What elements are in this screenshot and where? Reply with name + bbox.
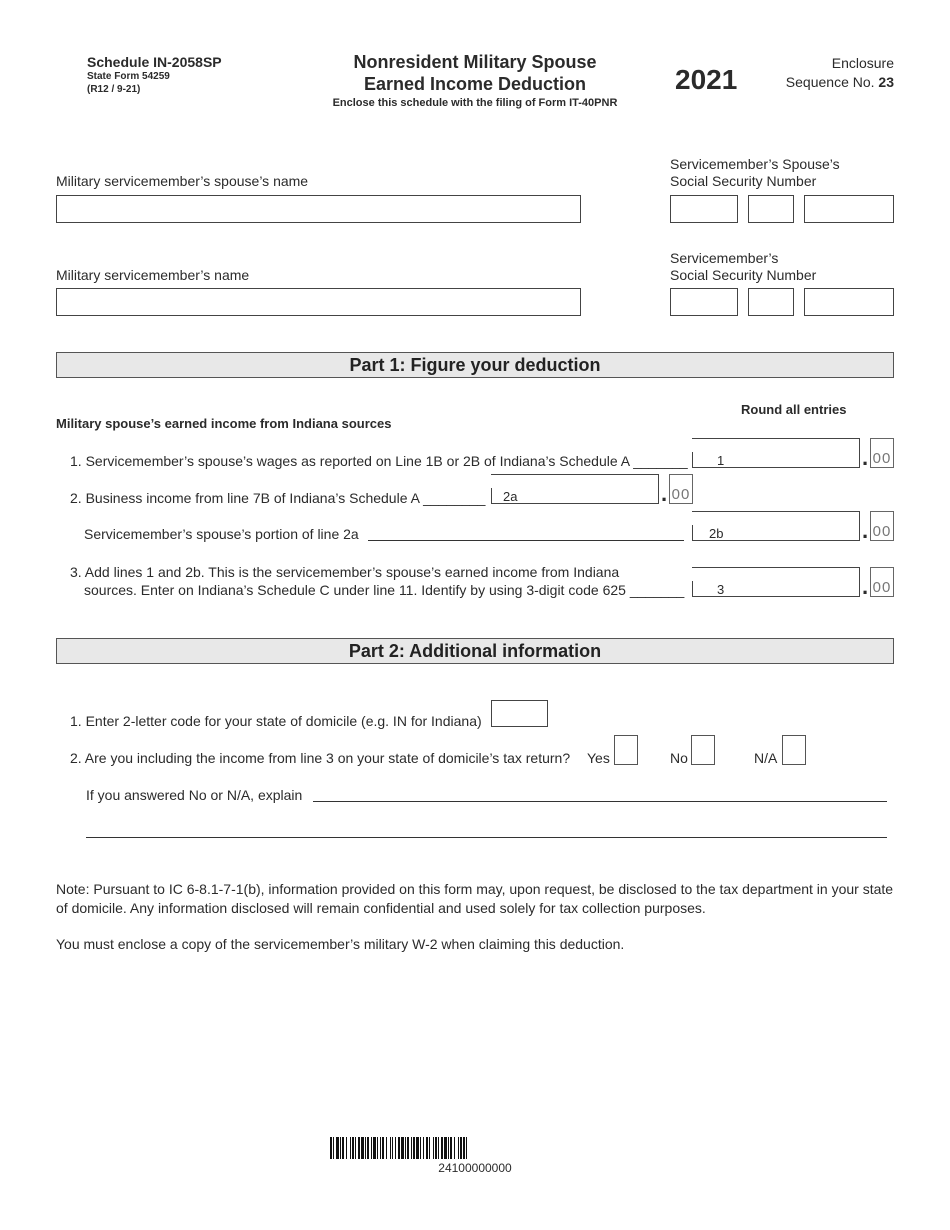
no-checkbox[interactable] (691, 735, 715, 765)
line2a-number: 2a (503, 489, 518, 504)
round-note: Round all entries (741, 402, 847, 417)
enclosure-label: Enclosure (831, 55, 894, 71)
no-label: No (670, 750, 688, 766)
form-subtitle: Enclose this schedule with the filing of Form IT-40PNR (332, 97, 618, 109)
part1-section-heading: Military spouse’s earned income from Indiana sources (56, 416, 392, 431)
schedule-id: Schedule IN-2058SP (87, 54, 222, 70)
line2b-cents[interactable]: 00 (870, 511, 894, 541)
line2b-label: Servicemember’s spouse’s portion of line 2a (84, 526, 359, 542)
spouse-name-input[interactable] (56, 195, 581, 223)
line2a-cents[interactable]: 00 (669, 474, 693, 504)
explain-label: If you answered No or N/A, explain (86, 787, 303, 803)
sequence-value: 23 (878, 74, 894, 90)
sequence-number (786, 74, 894, 90)
member-ssn-part1[interactable] (670, 288, 738, 316)
yes-label: Yes (587, 750, 610, 766)
part2-header: Part 2: Additional information (56, 638, 894, 664)
sequence-label: Sequence No. (785, 74, 875, 90)
line1-cents[interactable]: 00 (870, 438, 894, 468)
member-name-label: Military servicemember’s name (56, 267, 250, 283)
line3-number: 3 (717, 582, 725, 597)
explain-input-line1[interactable] (313, 801, 887, 802)
spouse-ssn-part2[interactable] (748, 195, 794, 223)
spouse-ssn-part1[interactable] (670, 195, 738, 223)
line1-tick (692, 452, 693, 468)
line2-label: 2. Business income from line 7B of Indiana’s Schedule A ________ (70, 490, 486, 506)
form-title-line2: Earned Income Deduction (363, 74, 587, 94)
line1-label: 1. Servicemember’s spouse’s wages as reported on Line 1B or 2B of Indiana’s Schedule A _______ (70, 453, 688, 469)
member-ssn-part3[interactable] (804, 288, 894, 316)
member-ssn-part2[interactable] (748, 288, 794, 316)
form-revision: (R12 / 9-21) (87, 84, 141, 95)
explain-input-line2[interactable] (86, 837, 887, 838)
line1-number: 1 (717, 453, 725, 468)
state-code-input[interactable] (491, 700, 548, 727)
tax-year: 2021 (675, 64, 738, 95)
line3-cents[interactable]: 00 (870, 567, 894, 597)
line3-decimal: . (862, 574, 869, 599)
line2b-leader (368, 540, 684, 541)
line3-label-2: sources. Enter on Indiana’s Schedule C under line 11. Identify by using 3-digit code 625 _______ (84, 582, 685, 598)
disclosure-note: Note: Pursuant to IC 6-8.1-7-1(b), information provided on this form may, upon request, be disclosed to the tax department in your state of domicile. Any information disclosed will remain confidential and used solely for tax collection purposes. (56, 881, 894, 916)
spouse-ssn-part3[interactable] (804, 195, 894, 223)
line1-decimal: . (862, 445, 869, 470)
line2b-decimal: . (862, 518, 869, 543)
na-checkbox[interactable] (782, 735, 806, 765)
member-ssn-label-2: Social Security Number (670, 267, 817, 283)
spouse-name-label: Military servicemember’s spouse’s name (56, 173, 309, 189)
yes-checkbox[interactable] (614, 735, 638, 765)
member-name-input[interactable] (56, 288, 581, 316)
line2a-tick (491, 488, 492, 504)
line2b-tick (692, 525, 693, 541)
line3-label: 3. Add lines 1 and 2b. This is the servicemember’s spouse’s earned income from Indiana (70, 564, 620, 580)
line2b-number: 2b (709, 526, 724, 541)
q1-label: 1. Enter 2-letter code for your state of domicile (e.g. IN for Indiana) (70, 713, 482, 729)
line3-tick (692, 581, 693, 597)
state-form-number: State Form 54259 (87, 71, 170, 82)
member-ssn-label: Servicemember’s (670, 250, 779, 266)
spouse-ssn-label-2: Social Security Number (670, 173, 817, 189)
barcode (330, 1137, 620, 1159)
na-label: N/A (754, 750, 778, 766)
barcode-number: 24100000000 (438, 1161, 512, 1175)
form-title-line1: Nonresident Military Spouse (353, 52, 597, 72)
w2-note: You must enclose a copy of the servicemember’s military W-2 when claiming this deduction. (56, 936, 625, 952)
q2-label: 2. Are you including the income from line 3 on your state of domicile’s tax return? (70, 750, 571, 766)
spouse-ssn-label: Servicemember’s Spouse’s (670, 156, 840, 172)
part1-header: Part 1: Figure your deduction (56, 352, 894, 378)
line2a-decimal: . (661, 481, 668, 506)
